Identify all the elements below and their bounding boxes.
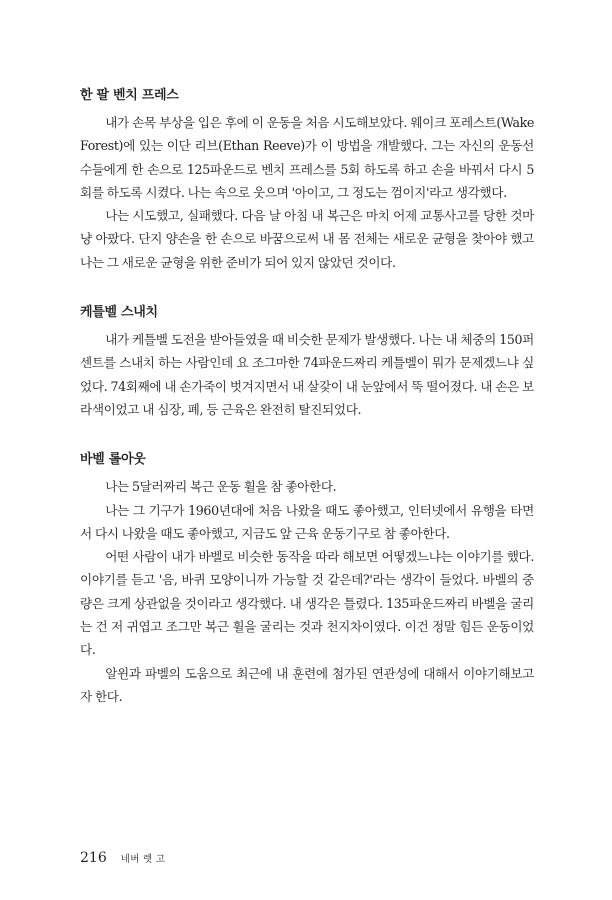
paragraph: 어떤 사람이 내가 바벨로 비슷한 동작을 따라 해보면 어떻겠느냐는 이야기를 했다. 이야기를 듣고 '음, 바퀴 모양이니까 가능할 것 같은데?'라는 생각이 들었다. 바벨의 중량은 크게 상관없을 것이라고 생각했다. 내 생각은 틀렸다. 135파운드짜리 바벨을 굴리는 건 저 귀엽고 조그만 복근 휠을 굴리는 것과 천지차이였다. 이건 정말 힘든 운동이었다.	[80, 549, 534, 658]
section-heading: 바벨 롤아웃	[80, 452, 146, 468]
paragraph: 나는 5달러짜리 복근 운동 휠을 참 좋아한다.	[105, 479, 337, 495]
paragraph: 알윈과 파벨의 도움으로 최근에 내 훈련에 첨가된 연관성에 대해서 이야기해보고자 한다.	[80, 665, 534, 704]
section-one-arm-bench-press	[80, 86, 534, 274]
section-heading: 케틀벨 스내치	[80, 305, 158, 321]
section-heading: 한 팔 벤치 프레스	[80, 88, 179, 103]
page-footer	[80, 850, 165, 870]
paragraph: 내가 케틀벨 도전을 받아들였을 때 비슷한 문제가 발생했다. 나는 내 체중의 150퍼센트를 스내치 하는 사람인데 요 조그마한 74파운드짜리 케틀벨이 뭐가 문제겠느냐 싶었다. 74회째에 내 손가죽이 벗겨지면서 내 살갗이 내 눈앞에서 뚝 떨어졌다. 내 손은 보라색이었고 내 심장, 폐, 등 근육은 완전히 탈진되었다.	[80, 332, 534, 417]
page-body	[80, 86, 534, 708]
running-title: 네버 렛 고	[120, 854, 166, 865]
page-number: 216	[80, 850, 107, 866]
section-barbell-rollout	[80, 450, 534, 708]
paragraph: 나는 시도했고, 실패했다. 다음 날 아침 내 복근은 마치 어제 교통사고를 당한 것마냥 아팠다. 단지 양손을 한 손으로 바꿈으로써 내 몸 전체는 새로운 균형을 찾아야 했고 나는 그 새로운 균형을 위한 준비가 되어 있지 않았던 것이다.	[80, 208, 534, 270]
section-kettlebell-snatch	[80, 303, 534, 421]
paragraph: 나는 그 기구가 1960년대에 처음 나왔을 때도 좋아했고, 인터넷에서 유행을 타면서 다시 나왔을 때도 좋아했고, 지금도 앞 근육 운동기구로 참 좋아한다.	[80, 502, 534, 541]
paragraph: 내가 손목 부상을 입은 후에 이 운동을 처음 시도해보았다. 웨이크 포레스트(Wake Forest)에 있는 이단 리브(Ethan Reeve)가 이 방법을 개발했다. 그는 자신의 운동선수들에게 한 손으로 125파운드로 벤치 프레스를 5회 하도록 하고 손을 바꿔서 다시 5회를 하도록 시켰다. 나는 속으로 웃으며 '아이고, 그 정도는 껌이지'라고 생각했다.	[80, 115, 534, 200]
